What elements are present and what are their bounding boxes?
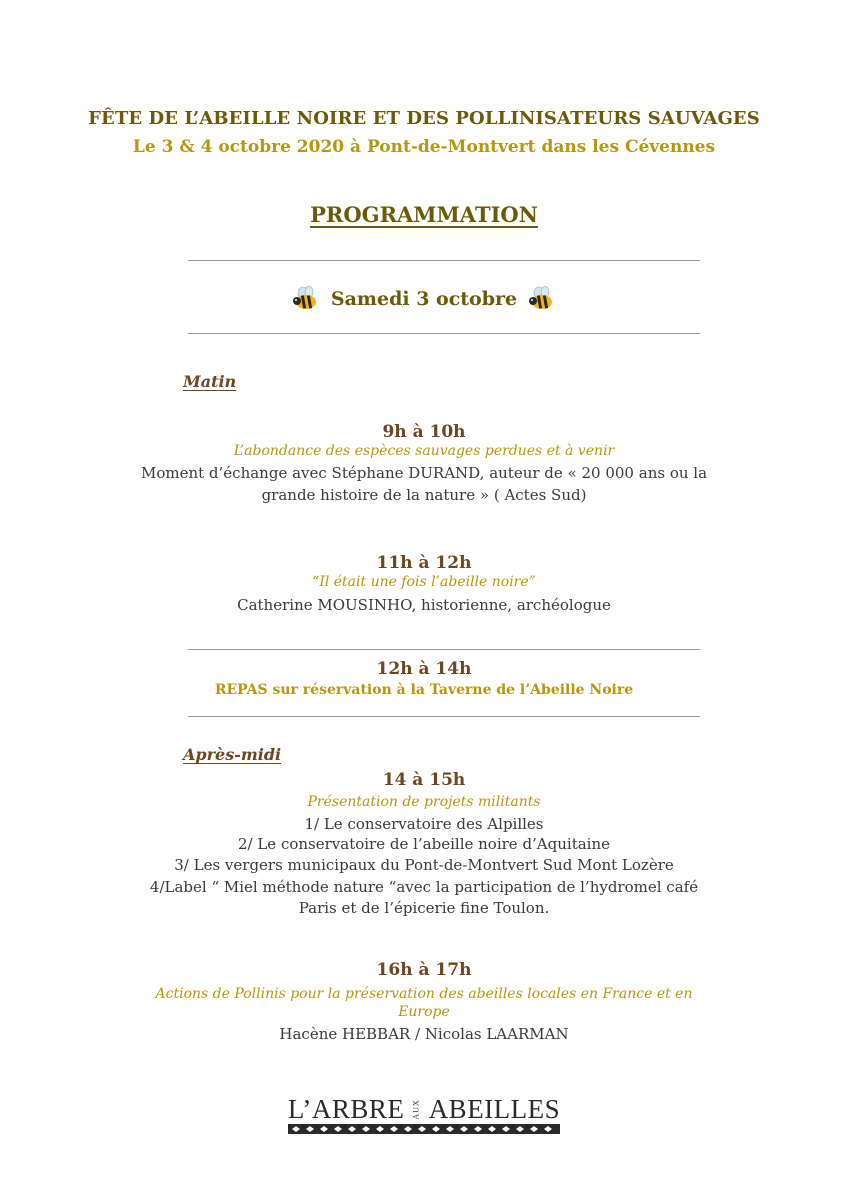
logo-wordmark — [288, 1094, 560, 1124]
divider — [188, 649, 700, 650]
bee-icon — [291, 284, 321, 314]
event-description: Moment d’échange avec Stéphane DURAND, auteur de « 20 000 ans ou la — [140, 464, 708, 482]
divider — [188, 333, 700, 334]
event-title-line: Actions de Pollinis pour la préservation des abeilles locales en France et en — [155, 986, 693, 1002]
logo — [0, 1094, 848, 1134]
list-item: 1/ Le conservatoire des Alpilles — [304, 815, 544, 833]
event-title: FÊTE DE L’ABEILLE NOIRE ET DES POLLINISATEURS SAUVAGES — [88, 108, 760, 129]
section-morning: Matin — [183, 372, 237, 391]
divider — [188, 260, 700, 261]
event-title-line: “Il était une fois l’abeille noire” — [312, 574, 536, 590]
logo-text-middle: AUX — [412, 1099, 422, 1120]
event-description: Hacène HEBBAR / Nicolas LAARMAN — [279, 1025, 569, 1043]
event-description: Catherine MOUSINHO, historienne, archéologue — [237, 596, 611, 614]
programmation-heading: PROGRAMMATION — [310, 202, 538, 227]
logo-border-pattern — [288, 1124, 560, 1134]
event-title-line: Présentation de projets militants — [307, 794, 541, 810]
day-heading — [0, 284, 848, 314]
event-subtitle: Le 3 & 4 octobre 2020 à Pont-de-Montvert dans les Cévennes — [132, 137, 716, 157]
event-time: 12h à 14h — [376, 659, 472, 679]
logo-text-right: ABEILLES — [428, 1094, 561, 1124]
event-time: 9h à 10h — [382, 422, 466, 442]
event-time: 11h à 12h — [376, 553, 472, 573]
event-title-line: L’abondance des espèces sauvages perdues et à venir — [233, 443, 615, 459]
event-title-line: REPAS sur réservation à la Taverne de l’Abeille Noire — [214, 682, 634, 698]
section-afternoon: Après-midi — [183, 745, 282, 764]
event-description: grande histoire de la nature » ( Actes Sud) — [261, 486, 587, 504]
event-time: 16h à 17h — [376, 960, 472, 980]
logo-text-left: L’ARBRE — [287, 1094, 405, 1124]
bee-icon — [527, 284, 557, 314]
event-title-line: Europe — [398, 1004, 450, 1020]
list-item: 2/ Le conservatoire de l’abeille noire d’Aquitaine — [237, 835, 611, 853]
day-label: Samedi 3 octobre — [330, 288, 518, 310]
logo-block — [288, 1094, 560, 1134]
list-item: 4/Label “ Miel méthode nature “avec la participation de l’hydromel café — [149, 878, 699, 896]
list-item: 3/ Les vergers municipaux du Pont-de-Montvert Sud Mont Lozère — [174, 856, 674, 874]
list-item: Paris et de l’épicerie fine Toulon. — [298, 899, 550, 917]
divider — [188, 716, 700, 717]
event-time: 14 à 15h — [382, 770, 466, 790]
